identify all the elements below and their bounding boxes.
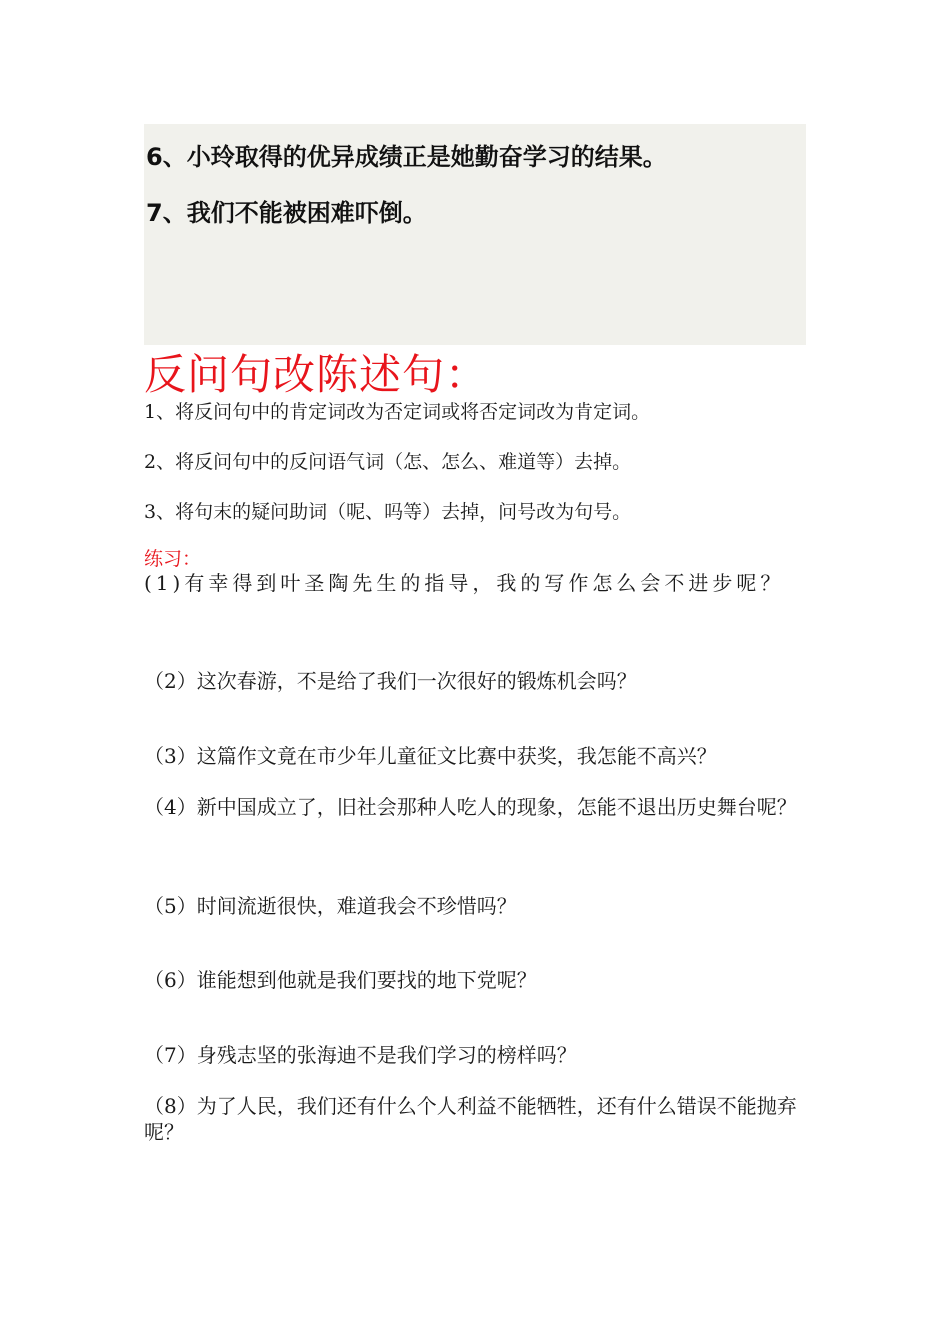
- exercise-6: （6）谁能想到他就是我们要找的地下党呢？: [144, 968, 537, 992]
- exercise-7: （7）身残志坚的张海迪不是我们学习的榜样吗？: [144, 1043, 577, 1067]
- section-heading: 反问句改陈述句：: [144, 350, 489, 399]
- exercise-3: （3）这篇作文竟在市少年儿童征文比赛中获奖，我怎能不高兴？: [144, 744, 717, 768]
- rule-2: 2、将反问句中的反问语气词（怎、怎么、难道等）去掉。: [144, 451, 632, 473]
- exercise-8: （8）为了人民，我们还有什么个人利益不能牺牲，还有什么错误不能抛弃呢？: [144, 1094, 797, 1144]
- rule-3: 3、将句末的疑问助词（呢、吗等）去掉，问号改为句号。: [144, 501, 632, 523]
- practice-label: 练习：: [144, 548, 202, 570]
- exercise-1: (1)有幸得到叶圣陶先生的指导，我的写作怎么会不进步呢？: [144, 571, 785, 595]
- exercise-5: （5）时间流逝很快，难道我会不珍惜吗？: [144, 894, 517, 918]
- sentence-7: 7、我们不能被困难吓倒。: [146, 199, 427, 227]
- sentence-6: 6、小玲取得的优异成绩正是她勤奋学习的结果。: [146, 143, 667, 171]
- rule-1: 1、将反问句中的肯定词改为否定词或将否定词改为肯定词。: [144, 401, 651, 423]
- exercise-2: （2）这次春游，不是给了我们一次很好的锻炼机会吗？: [144, 669, 637, 693]
- exercise-4: （4）新中国成立了，旧社会那种人吃人的现象，怎能不退出历史舞台呢？: [144, 795, 797, 819]
